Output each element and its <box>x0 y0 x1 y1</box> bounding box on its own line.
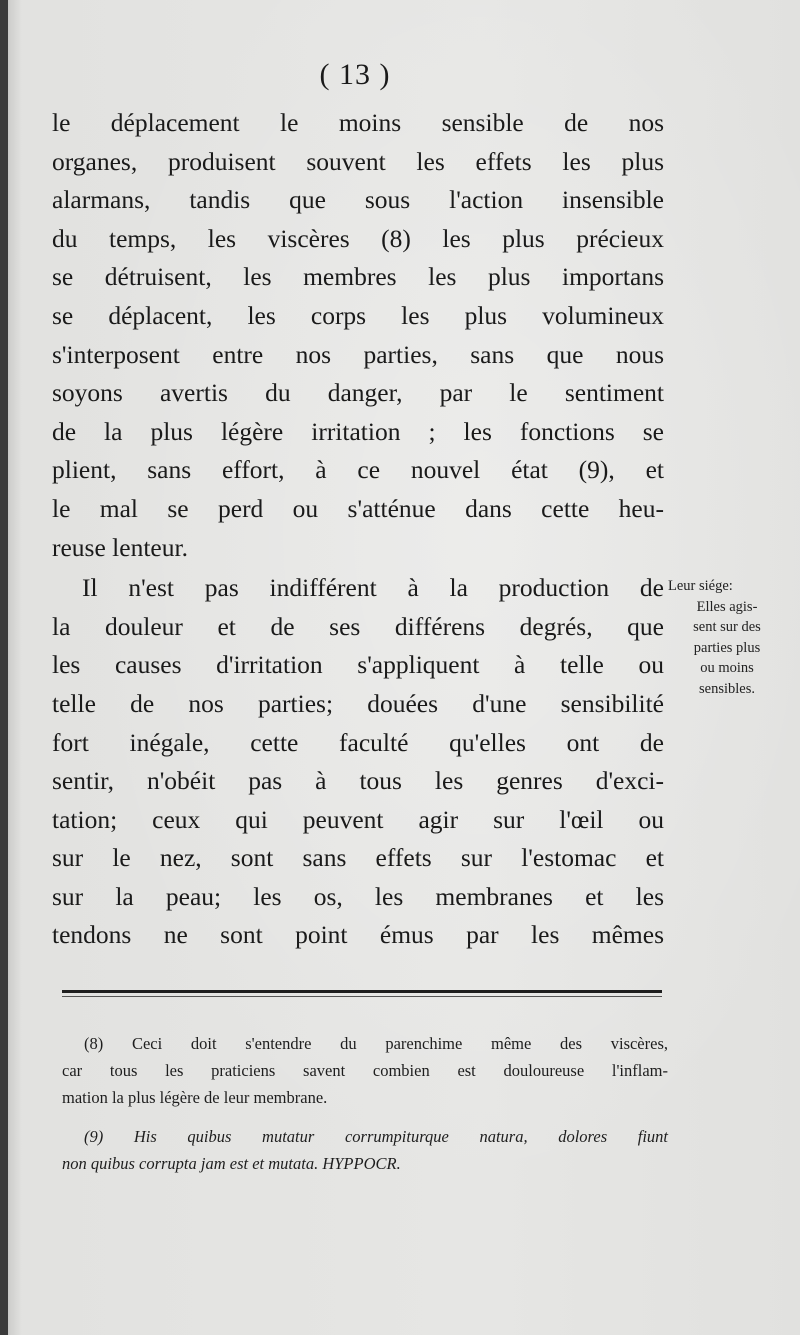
footnotes <box>62 1030 668 1177</box>
footnote-8 <box>62 1030 668 1111</box>
footnote-line: mation la plus légère de leur membrane. <box>62 1088 328 1107</box>
footnote-separator-thin-rule <box>62 996 662 997</box>
text-line: de la plus légère irritation ; les fonctions se <box>52 416 664 446</box>
footnote-9 <box>62 1123 668 1177</box>
text-line: le mal se perd ou s'atténue dans cette heu- <box>52 493 664 523</box>
text-line: sur le nez, sont sans effets sur l'estomac et <box>52 843 664 873</box>
footnote-line: non quibus corrupta jam est et mutata. HYPPOCR. <box>62 1154 401 1173</box>
margin-note-line: parties plus <box>693 639 761 656</box>
footnote-separator-rule <box>62 990 662 993</box>
text-line: alarmans, tandis que sous l'action insensible <box>52 185 664 215</box>
text-line: plient, sans effort, à ce nouvel état (9), et <box>52 455 664 485</box>
footnote-line: car tous les praticiens savent combien est douloureuse l'inflam- <box>62 1061 668 1080</box>
margin-note-line: Leur siége: <box>668 578 733 594</box>
margin-note-line: sensibles. <box>699 680 755 697</box>
text-line: tendons ne sont point émus par les mêmes <box>52 920 664 950</box>
text-line: organes, produisent souvent les effets les plus <box>52 146 664 176</box>
text-line: telle de nos parties; douées d'une sensibilité <box>52 688 664 718</box>
page-number: ( 13 ) <box>319 58 391 91</box>
text-line: sentir, n'obéit pas à tous les genres d'exci- <box>52 766 664 796</box>
footnote-line: (9) His quibus mutatur corrumpiturque natura, dolores fiunt <box>84 1127 668 1146</box>
text-line: fort inégale, cette faculté qu'elles ont de <box>52 727 664 757</box>
margin-note-line: sent sur des <box>693 619 761 636</box>
text-line: du temps, les viscères (8) les plus précieux <box>52 223 664 253</box>
text-line: la douleur et de ses différens degrés, que <box>52 611 664 641</box>
footnote-line: (8) Ceci doit s'entendre du parenchime même des viscères, <box>84 1034 668 1053</box>
text-line: sur la peau; les os, les membranes et les <box>52 881 664 911</box>
text-line: le déplacement le moins sensible de nos <box>52 108 664 137</box>
text-line: se détruisent, les membres les plus importans <box>52 262 664 292</box>
page-binding-edge <box>0 0 8 1335</box>
text-line: les causes d'irritation s'appliquent à telle ou <box>52 650 664 680</box>
text-line: tation; ceux qui peuvent agir sur l'œil ou <box>52 804 664 834</box>
paragraph-start-line: Il n'est pas indifférent à la production de <box>82 573 664 603</box>
marginal-note <box>668 576 786 700</box>
margin-note-line: Elles agis- <box>696 598 758 615</box>
main-text <box>52 104 664 955</box>
margin-note-line: ou moins <box>700 660 754 677</box>
text-line: s'interposent entre nos parties, sans que nous <box>52 339 664 369</box>
text-line: reuse lenteur. <box>52 532 188 562</box>
text-line: se déplacent, les corps les plus volumineux <box>52 300 664 330</box>
text-line: soyons avertis du danger, par le sentiment <box>52 378 664 408</box>
